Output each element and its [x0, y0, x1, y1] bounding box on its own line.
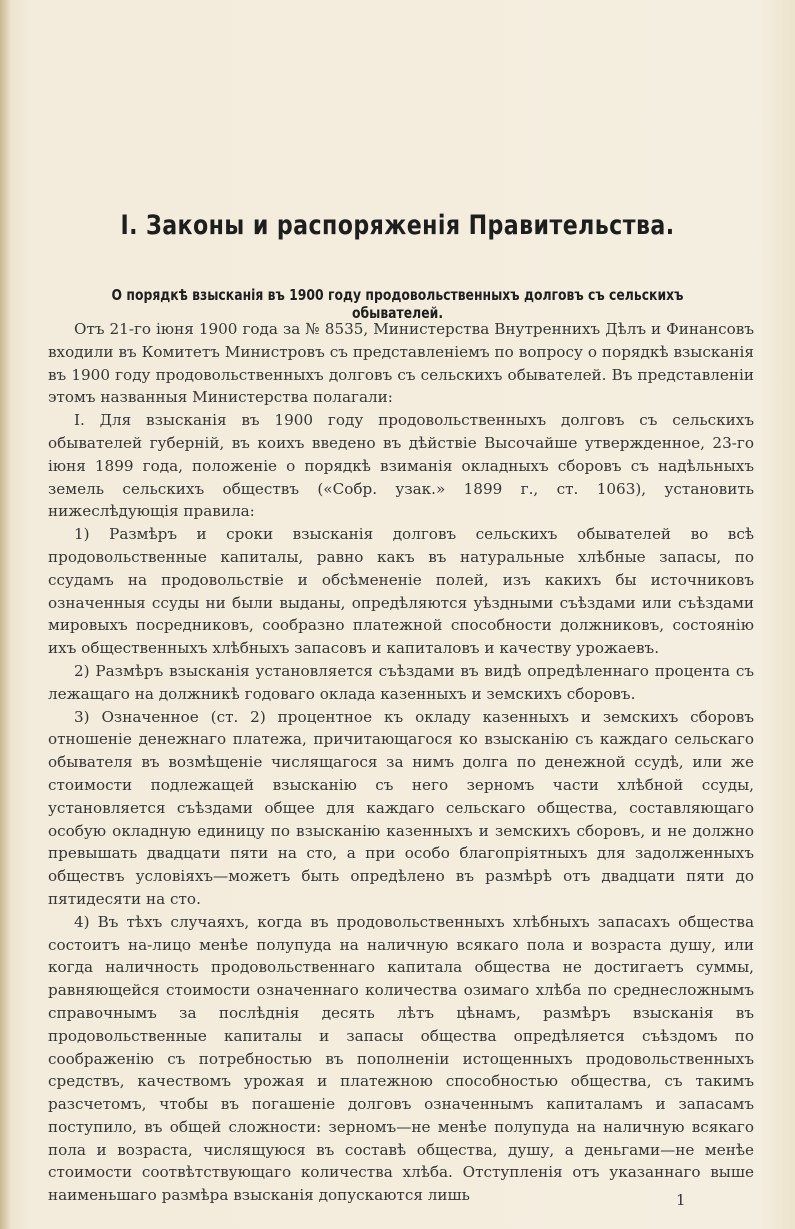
paragraph-intro: Отъ 21-го іюня 1900 года за № 8535, Министерства Внутреннихъ Дѣлъ и Финансовъ входили въ Комитетъ Министровъ съ представленіемъ по вопросу о порядкѣ взысканія въ 1900 году продовольственныхъ долговъ съ сельскихъ обывателей. Въ представленіи этомъ названныя Министерства полагали:	[48, 320, 754, 407]
paragraph-rule-2: 2) Размѣръ взысканія установляется съѣздами въ видѣ опредѣленнаго процента съ лежащаго на должникѣ годоваго оклада казенныхъ и земскихъ сборовъ.	[48, 661, 754, 703]
paragraph-rule-3: 3) Означенное (ст. 2) процентное къ окладу казенныхъ и земскихъ сборовъ отношеніе денежнаго платежа, причитающагося ко взысканію съ каждаго сельскаго обывателя въ возмѣщеніе числящагося за нимъ долга по денежной ссудѣ, или же стоимости подлежащей взысканію съ него зерномъ части хлѣбной ссуды, установляется съѣздами общее для каждаго сельскаго общества, составляющаго особую окладную единицу по взысканію казенныхъ и земскихъ сборовъ, и не должно превышать двадцати пяти на сто, а при особо благопріятныхъ для задолженныхъ обществъ условіяхъ—можетъ быть опредѣлено въ размѣрѣ отъ двадцати пяти до пятидесяти на сто.	[48, 707, 754, 908]
page-number: 1	[676, 1191, 686, 1209]
section-title: I. Законы и распоряженія Правительства.	[120, 210, 675, 241]
paragraph-rule-1: 1) Размѣръ и сроки взысканія долговъ сельскихъ обывателей во всѣ продовольственные капиталы, равно какъ въ натуральные хлѣбные запасы, по ссудамъ на продовольствіе и обсѣмененіе полей, изъ какихъ бы источниковъ означенныя ссуды ни были выданы, опредѣляются уѣздными съѣздами или съѣздами мировыхъ посредниковъ, сообразно платежной способности должниковъ, состоянію ихъ общественныхъ хлѣбныхъ запасовъ и капиталовъ и качеству урожаевъ.	[48, 525, 754, 658]
paragraph-rule-4: 4) Въ тѣхъ случаяхъ, когда въ продовольственныхъ хлѣбныхъ запасахъ общества состоитъ на-лицо менѣе полупуда на наличную всякаго пола и возраста душу, или когда наличность продовольственнаго капитала общества не достигаетъ суммы, равняющейся стоимости означеннаго количества озимаго хлѣба по среднесложнымъ справочнымъ за послѣднія десять лѣтъ цѣнамъ, размѣръ взысканія въ продовольственные капиталы и запасы общества опредѣляется съѣздомъ по соображенію съ потребностью въ пополненіи истощенныхъ продовольственныхъ средствъ, качествомъ урожая и платежною способностью общества, съ такимъ разсчетомъ, чтобы въ погашеніе долговъ означеннымъ капиталамъ и запасамъ поступило, въ общей сложности: зерномъ—не менѣе полупуда на наличную всякаго пола и возраста, числящуюся въ составѣ общества, душу, а деньгами—не менѣе стоимости соотвѣтствующаго количества хлѣба. Отступленія отъ указаннаго выше наименьшаго размѣра взысканія допускаются лишь	[48, 912, 754, 1205]
page-edge	[0, 0, 10, 1229]
document-body	[48, 318, 754, 1207]
paragraph-section-1: I. Для взысканія въ 1900 году продовольственныхъ долговъ съ сельскихъ обывателей губерній, въ коихъ введено въ дѣйствіе Высочайше утвержденное, 23-го іюня 1899 года, положеніе о порядкѣ взиманія окладныхъ сборовъ съ надѣльныхъ земель сельскихъ обществъ («Собр. узак.» 1899 г., ст. 1063), установить нижеслѣдующія правила:	[48, 411, 754, 521]
document-subtitle: О порядкѣ взысканія въ 1900 году продовольственныхъ долговъ съ сельскихъ обывателей.	[111, 286, 684, 322]
